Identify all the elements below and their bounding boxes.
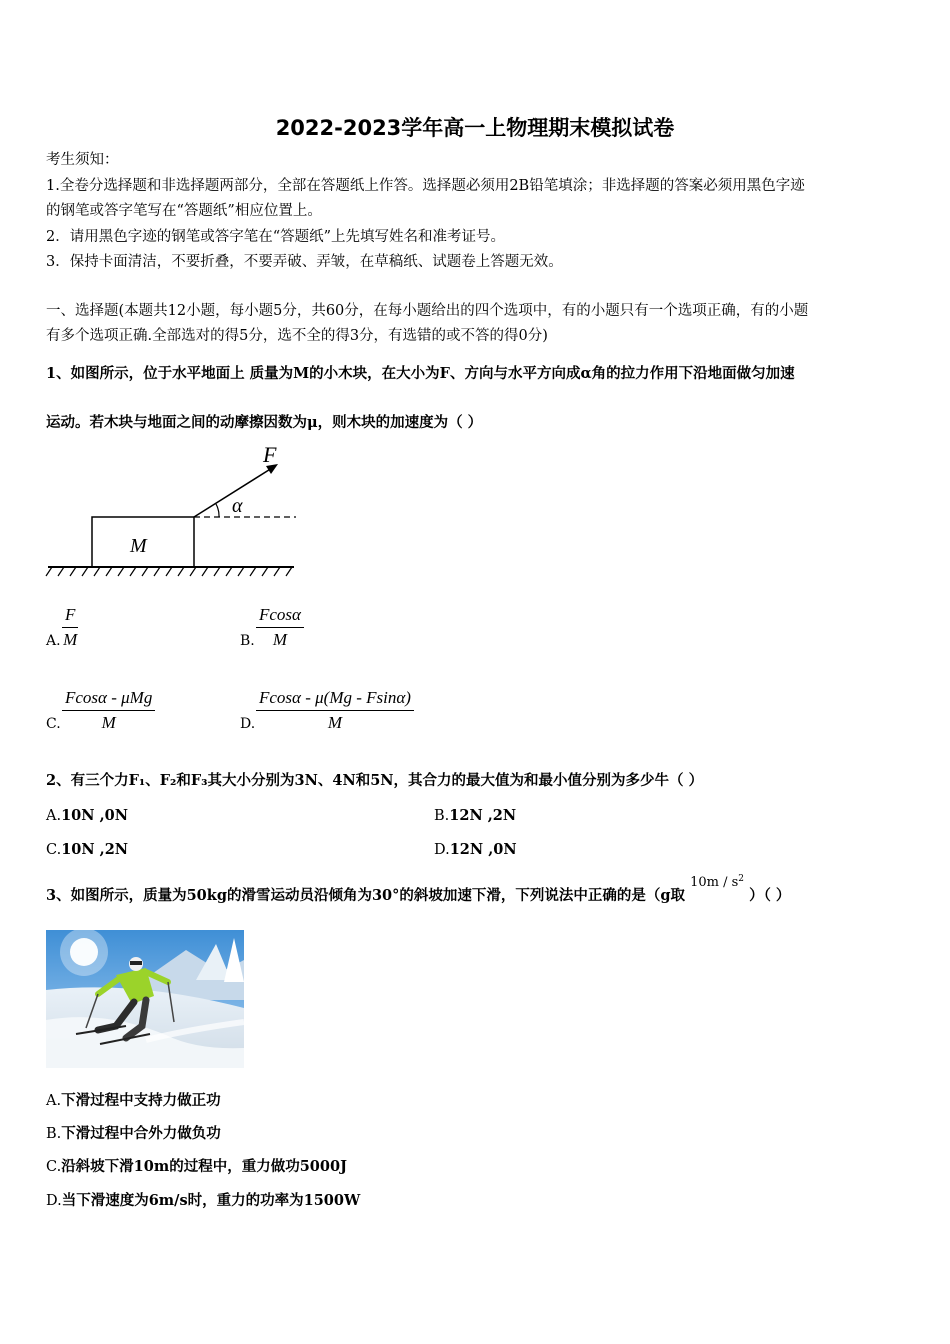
q1-option-c-fraction — [62, 688, 155, 733]
notice-heading: 考生须知： — [46, 152, 119, 168]
section-heading-line2: 有多个选项正确.全部选对的得5分，选不全的得3分，有选错的或不答的得0分) — [46, 328, 548, 344]
q2-stem: 2、有三个力F₁、F₂和F₃其大小分别为3N、4N和5N，其合力的最大值为和最小值分别为多少牛（ ） — [46, 772, 704, 789]
q3-option-b — [46, 1124, 221, 1144]
q1-option-d-den: M — [327, 713, 343, 732]
q1-option-a-den: M — [63, 630, 78, 649]
q3-option-a-label: A. — [46, 1093, 62, 1109]
q3-option-b-text: 下滑过程中合外力做负功 — [61, 1125, 221, 1142]
q3-gravity-value — [690, 875, 744, 890]
q1-option-d-num: Fcosα - μ(Mg - Fsinα) — [256, 688, 414, 711]
q3-option-c-text: 沿斜坡下滑10m的过程中，重力做功5000J — [61, 1158, 347, 1175]
q1-option-d-label: D. — [240, 716, 256, 732]
q3-option-d-text: 当下滑速度为6m/s时，重力的功率为1500W — [61, 1192, 361, 1209]
q1-option-c-den: M — [101, 713, 116, 732]
block-label: M — [130, 535, 147, 557]
q1-option-b-label: B. — [240, 633, 255, 649]
q1-force-diagram — [44, 442, 304, 582]
q1-stem-line1: 1、如图所示，位于水平地面上 质量为M的小木块，在大小为F、方向与水平方向成α角的拉力作用下沿地面做匀加速 — [46, 365, 795, 382]
q3-option-b-label: B. — [46, 1126, 62, 1142]
notice-item-3: 3．保持卡面清洁，不要折叠，不要弄破、弄皱，在草稿纸、试题卷上答题无效。 — [46, 254, 563, 270]
q3-stem-end: ）（ ） — [749, 887, 791, 904]
notice-item-1-cont: 的钢笔或答字笔写在“答题纸”相应位置上。 — [46, 203, 322, 219]
q2-option-a — [46, 806, 128, 826]
q1-stem-line2: 运动。若木块与地面之间的动摩擦因数为μ，则木块的加速度为（ ） — [46, 414, 483, 431]
q2-option-c-text: 10N ,2N — [61, 841, 129, 858]
q3-stem — [46, 874, 791, 908]
q3-option-c — [46, 1157, 347, 1177]
q2-option-b-text: 12N ,2N — [449, 807, 517, 824]
q2-option-d-text: 12N ,0N — [449, 841, 517, 858]
q3-stem-main: 3、如图所示，质量为50kg的滑雪运动员沿倾角为30°的斜坡加速下滑，下列说法中正确的是（g取 — [46, 887, 686, 904]
q1-option-a-label: A. — [46, 633, 61, 649]
skier-photo — [46, 930, 244, 1068]
q3-option-d-label: D. — [46, 1193, 62, 1209]
notice-item-1: 1.全卷分选择题和非选择题两部分，全部在答题纸上作答。选择题必须用2B铅笔填涂；非选择题的答案必须用黑色字迹 — [46, 178, 805, 194]
q2-option-b-label: B. — [434, 808, 450, 824]
page-title: 2022-2023学年高一上物理期末模拟试卷 — [275, 116, 675, 140]
q1-option-b-num: Fcosα — [256, 605, 304, 628]
q2-option-a-label: A. — [46, 808, 62, 824]
q1-option-a-fraction — [62, 605, 78, 650]
q2-option-c-label: C. — [46, 842, 62, 858]
q2-option-a-text: 10N ,0N — [61, 807, 128, 824]
q1-option-a-num: F — [62, 605, 78, 628]
q3-option-d — [46, 1191, 360, 1211]
angle-label: α — [232, 495, 243, 517]
q3-option-c-label: C. — [46, 1159, 62, 1175]
q3-gravity-exponent: 2 — [738, 874, 745, 884]
q2-option-d — [434, 840, 517, 860]
q1-option-c-num: Fcosα - μMg — [62, 688, 155, 711]
q3-option-a-text: 下滑过程中支持力做正功 — [61, 1092, 221, 1109]
angle-arc — [216, 504, 219, 517]
q3-option-a — [46, 1091, 221, 1111]
force-label: F — [263, 442, 277, 467]
q2-option-b — [434, 806, 516, 826]
ground-hatch — [46, 567, 292, 576]
section-heading-line1: 一、选择题(本题共12小题，每小题5分，共60分，在每小题给出的四个选项中，有的小题只有一个选项正确，有的小题 — [46, 303, 809, 319]
notice-item-2: 2．请用黑色字迹的钢笔或答字笔在“答题纸”上先填写姓名和准考证号。 — [46, 229, 506, 245]
q1-option-b-fraction — [256, 605, 304, 650]
q1-option-c-label: C. — [46, 716, 61, 732]
q2-option-d-label: D. — [434, 842, 450, 858]
q2-option-c — [46, 840, 128, 860]
q1-option-d-fraction — [256, 688, 414, 733]
q1-option-b-den: M — [272, 630, 288, 649]
q3-gravity-unit: 10m / s — [690, 875, 739, 890]
